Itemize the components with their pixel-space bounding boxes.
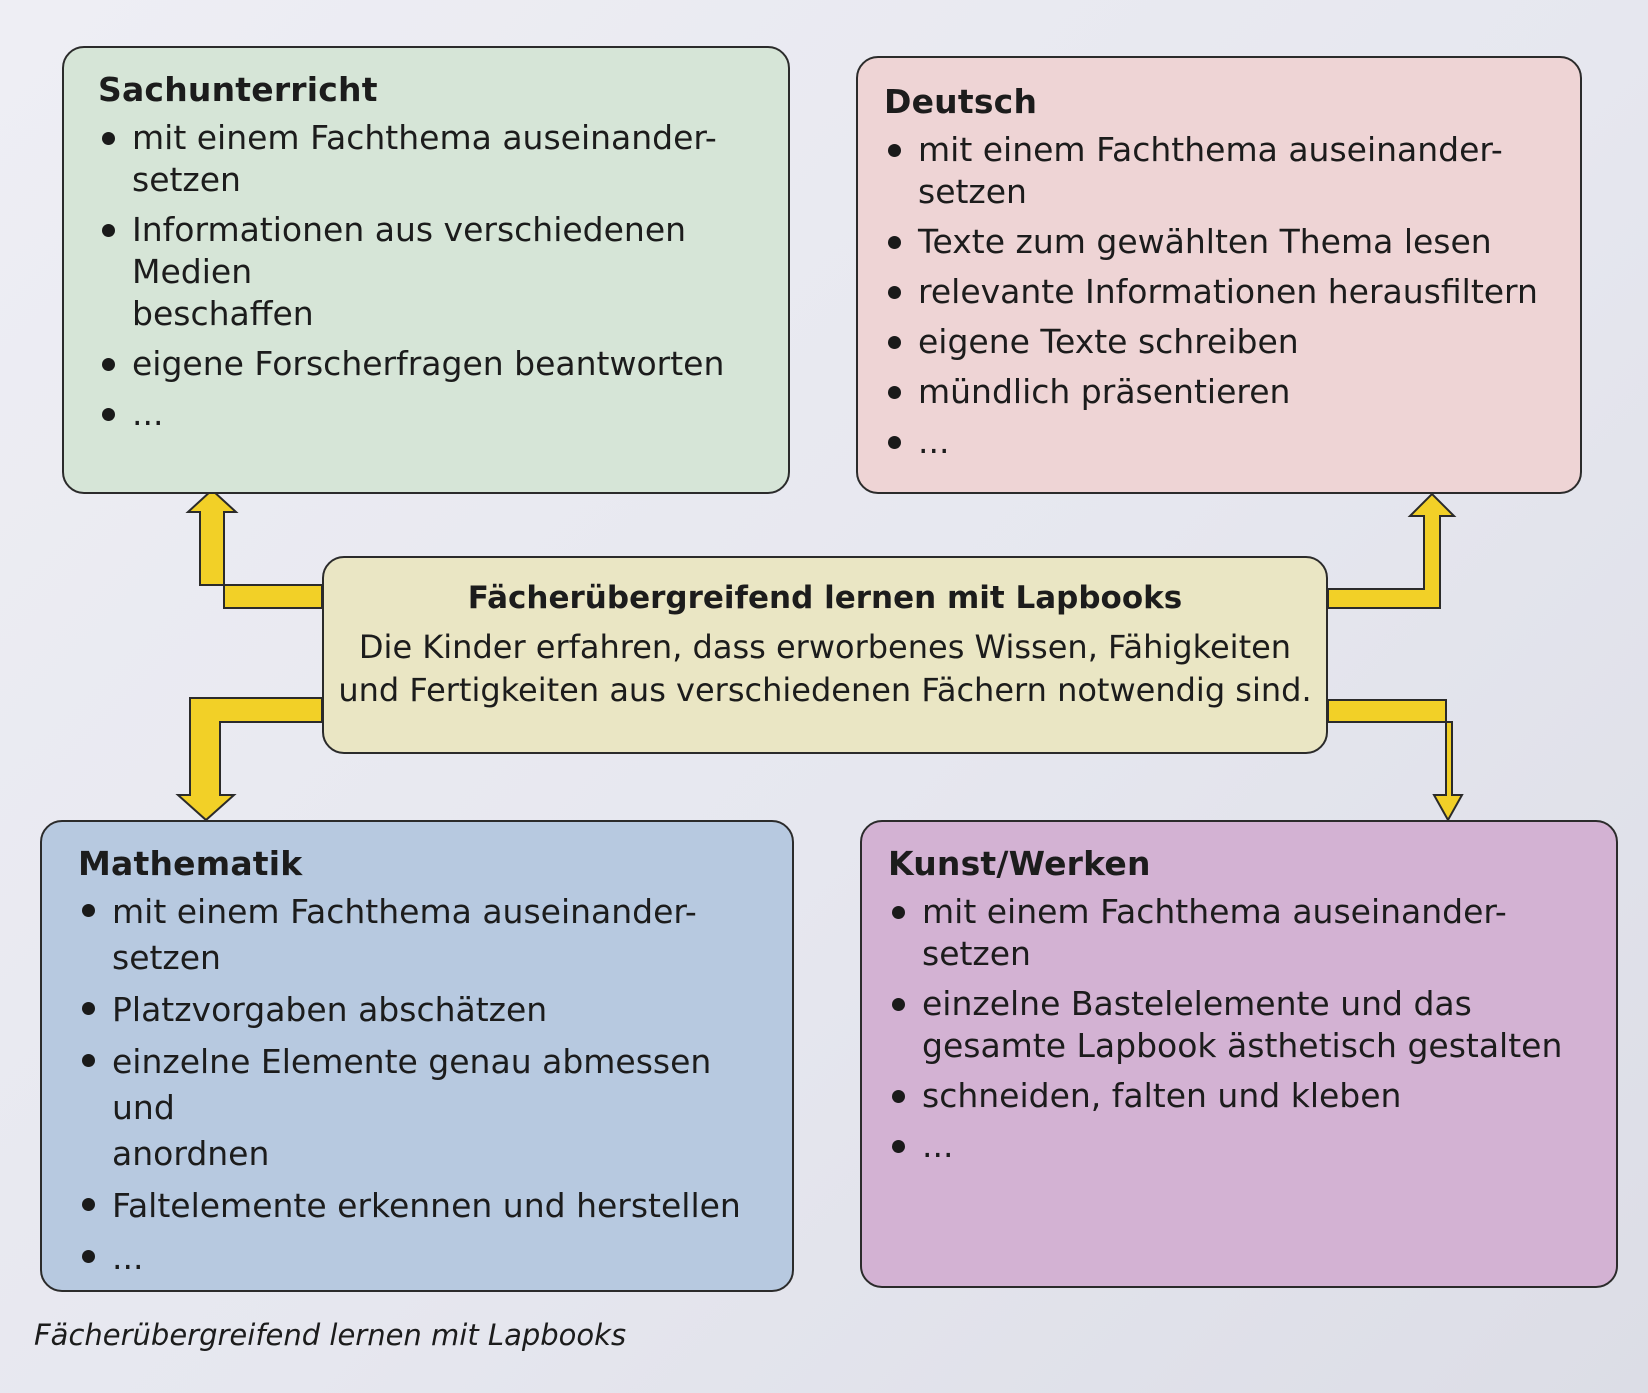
center-text bbox=[324, 626, 1326, 712]
figure-caption: Fächerübergreifend lernen mit Lapbooks bbox=[34, 1318, 627, 1352]
list-item bbox=[78, 987, 764, 1033]
list-item-text: setzen bbox=[918, 172, 1027, 211]
arrow-to-deutsch bbox=[1328, 494, 1454, 608]
list-item bbox=[888, 1075, 1588, 1117]
box-sachunterricht bbox=[62, 46, 790, 494]
box-title: Sachunterricht bbox=[98, 70, 378, 109]
list-item-text: setzen bbox=[922, 934, 1031, 973]
list-item-text: mündlich präsentieren bbox=[918, 372, 1291, 411]
list-item bbox=[78, 1235, 764, 1281]
bullet-list bbox=[888, 891, 1588, 1167]
list-item-text: schneiden, falten und kleben bbox=[922, 1076, 1402, 1115]
list-item bbox=[884, 221, 1552, 263]
list-item-text: Texte zum gewählten Thema lesen bbox=[918, 222, 1492, 261]
list-item bbox=[888, 1125, 1588, 1167]
list-item-text: Informationen aus verschiedenen Medien bbox=[132, 210, 687, 291]
list-item-text: relevante Informationen herausfiltern bbox=[918, 272, 1538, 311]
list-item bbox=[884, 321, 1552, 363]
box-title: Kunst/Werken bbox=[888, 844, 1151, 883]
list-item bbox=[98, 393, 760, 435]
box-deutsch bbox=[856, 56, 1582, 494]
center-text-line: und Fertigkeiten aus verschiedenen Fächern notwendig sind. bbox=[338, 671, 1312, 709]
list-item bbox=[888, 983, 1588, 1067]
list-item bbox=[884, 421, 1552, 463]
center-text-line: Die Kinder erfahren, dass erworbenes Wissen, Fähigkeiten bbox=[358, 628, 1292, 666]
list-item-text: eigene Texte schreiben bbox=[918, 322, 1299, 361]
list-item-text: eigene Forscherfragen beantworten bbox=[132, 344, 725, 383]
list-item-text: ... bbox=[132, 394, 164, 433]
list-item-text: mit einem Fachthema auseinander- bbox=[918, 130, 1503, 169]
arrow-to-sachunterricht bbox=[188, 490, 322, 608]
list-item-text: anordnen bbox=[112, 1134, 270, 1173]
list-item bbox=[78, 889, 764, 981]
box-mathematik bbox=[40, 820, 794, 1292]
list-item bbox=[884, 129, 1552, 213]
list-item-text: Faltelemente erkennen und herstellen bbox=[112, 1186, 741, 1225]
arrow-to-kunst-werken bbox=[1328, 700, 1462, 820]
list-item bbox=[884, 371, 1552, 413]
list-item-text: beschaffen bbox=[132, 294, 314, 333]
list-item bbox=[78, 1183, 764, 1229]
list-item-text: setzen bbox=[112, 938, 221, 977]
list-item bbox=[78, 1039, 764, 1177]
list-item-text: ... bbox=[918, 422, 950, 461]
box-title: Deutsch bbox=[884, 82, 1038, 121]
list-item bbox=[98, 209, 760, 335]
box-kunst-werken bbox=[860, 820, 1618, 1288]
box-title: Mathematik bbox=[78, 844, 303, 883]
list-item-text: mit einem Fachthema auseinander- bbox=[112, 892, 697, 931]
bullet-list bbox=[78, 889, 764, 1281]
list-item-text: mit einem Fachthema auseinander- bbox=[132, 118, 717, 157]
list-item-text: mit einem Fachthema auseinander- bbox=[922, 892, 1507, 931]
list-item bbox=[98, 343, 760, 385]
bullet-list bbox=[98, 117, 760, 435]
list-item bbox=[888, 891, 1588, 975]
list-item-text: einzelne Elemente genau abmessen und bbox=[112, 1042, 712, 1127]
bullet-list bbox=[884, 129, 1552, 463]
list-item bbox=[98, 117, 760, 201]
arrow-to-mathematik bbox=[178, 698, 322, 820]
list-item-text: setzen bbox=[132, 160, 241, 199]
center-box bbox=[322, 556, 1328, 754]
list-item-text: ... bbox=[922, 1126, 954, 1165]
list-item bbox=[884, 271, 1552, 313]
list-item-text: Platzvorgaben abschätzen bbox=[112, 990, 548, 1029]
list-item-text: ... bbox=[112, 1238, 144, 1277]
center-title: Fächerübergreifend lernen mit Lapbooks bbox=[467, 580, 1183, 616]
list-item-text: einzelne Bastelelemente und das bbox=[922, 984, 1472, 1023]
list-item-text: gesamte Lapbook ästhetisch gestalten bbox=[922, 1026, 1563, 1065]
